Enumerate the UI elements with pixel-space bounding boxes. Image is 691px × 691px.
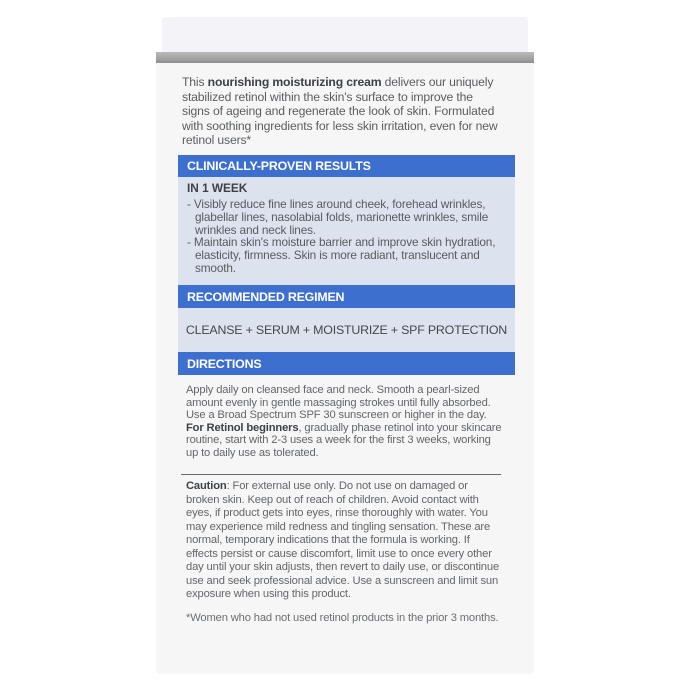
- results-week-title: IN 1 WEEK: [187, 181, 248, 195]
- results-list: [187, 198, 505, 275]
- regimen-text: CLEANSE + SERUM + MOISTURIZE + SPF PROTECTION: [185, 323, 508, 337]
- caution-label: Caution: [186, 480, 227, 492]
- directions-heading: DIRECTIONS: [178, 352, 515, 375]
- caution-block: [186, 480, 504, 602]
- box-lid-flap: [162, 17, 528, 53]
- product-description: [182, 75, 502, 148]
- results-box: [178, 177, 515, 285]
- intro-suffix: delivers our uniquely stabilized retinol within the skin's surface to improve the signs of ageing and regenerate the look of skin. Formulated with soothing ingredients for less skin irritation, even for new retinol users*: [182, 75, 498, 148]
- intro-bold: nourishing moisturizing cream: [207, 75, 382, 89]
- results-item: - Maintain skin's moisture barrier and improve skin hydration, elasticity, firmness. Skin is more radiant, translucent and smooth.: [187, 235, 496, 275]
- regimen-box: [178, 308, 515, 352]
- box-fold-edge: [156, 52, 534, 63]
- directions-text-block: [186, 384, 504, 460]
- caution-text: : For external use only. Do not use on damaged or broken skin. Keep out of reach of children. Avoid contact with eyes, if product gets into eyes, rinse thoroughly with water. You may experience mild redness and tingling sensation. These are normal, temporary indications that the formula is working. If effects persist or cause discomfort, limit use to once every other day until your skin adjusts, then revert to daily use, or discontinue use and seek professional advice. Use a sunscreen and limit sun exposure when using this product.: [186, 480, 500, 600]
- intro-prefix: This: [182, 75, 208, 89]
- results-item: - Visibly reduce fine lines around cheek, forehead wrinkles, glabellar lines, nasolabial folds, marionette wrinkles, smile wrinkles and neck lines.: [187, 197, 489, 237]
- beginners-text: , gradually phase retinol into your skincare routine, start with 2-3 uses a week for the first 3 weeks, working up to daily use as tolerated.: [186, 421, 502, 459]
- directions-text: Apply daily on cleansed face and neck. Smooth a pearl-sized amount evenly in gentle massaging strokes until fully absorbed. Use a Broad Spectrum SPF 30 sunscreen or higher in the day.: [186, 384, 491, 422]
- footnote: *Women who had not used retinol products in the prior 3 months.: [186, 612, 499, 624]
- beginners-label: For Retinol beginners: [186, 421, 299, 434]
- regimen-heading: RECOMMENDED REGIMEN: [178, 285, 515, 308]
- section-divider: [181, 474, 501, 475]
- results-heading: CLINICALLY-PROVEN RESULTS: [178, 155, 515, 177]
